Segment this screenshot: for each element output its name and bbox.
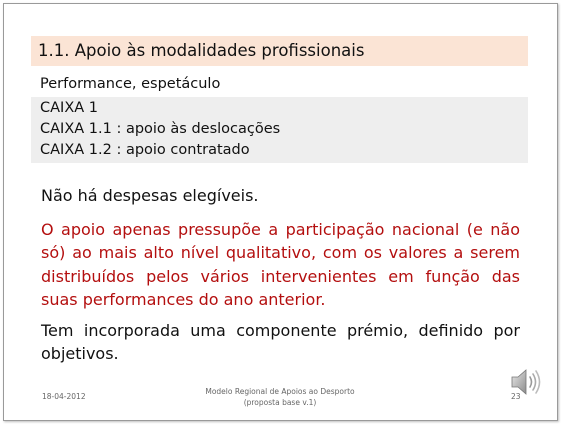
caixa-line: CAIXA 1.2 : apoio contratado xyxy=(40,142,250,158)
slide-subtitle: Performance, espetáculo xyxy=(40,76,221,92)
paragraph-no-expenses: Não há despesas elegíveis. xyxy=(41,186,259,205)
footer-date: 18-04-2012 xyxy=(42,392,86,401)
slide-title: 1.1. Apoio às modalidades profissionais xyxy=(38,41,365,60)
speaker-icon[interactable] xyxy=(508,364,544,400)
paragraph-support-description: O apoio apenas pressupõe a participação nacional (e não só) ao mais alto nível qualitativo, com os valores a serem distribuídos pelos vários intervenientes em função das suas performances do ano anterior. xyxy=(41,220,520,309)
caixa-line: CAIXA 1 xyxy=(40,100,99,116)
caixa-line: CAIXA 1.1 : apoio às deslocações xyxy=(40,121,281,137)
paragraph-prize-component: Tem incorporada uma componente prémio, definido por objetivos. xyxy=(41,321,520,364)
footer-center-line: (proposta base v.1) xyxy=(243,398,317,407)
footer-center-line: Modelo Regional de Apoios ao Desporto xyxy=(205,387,355,396)
footer-center xyxy=(180,386,380,408)
page-number: 23 xyxy=(511,392,521,401)
